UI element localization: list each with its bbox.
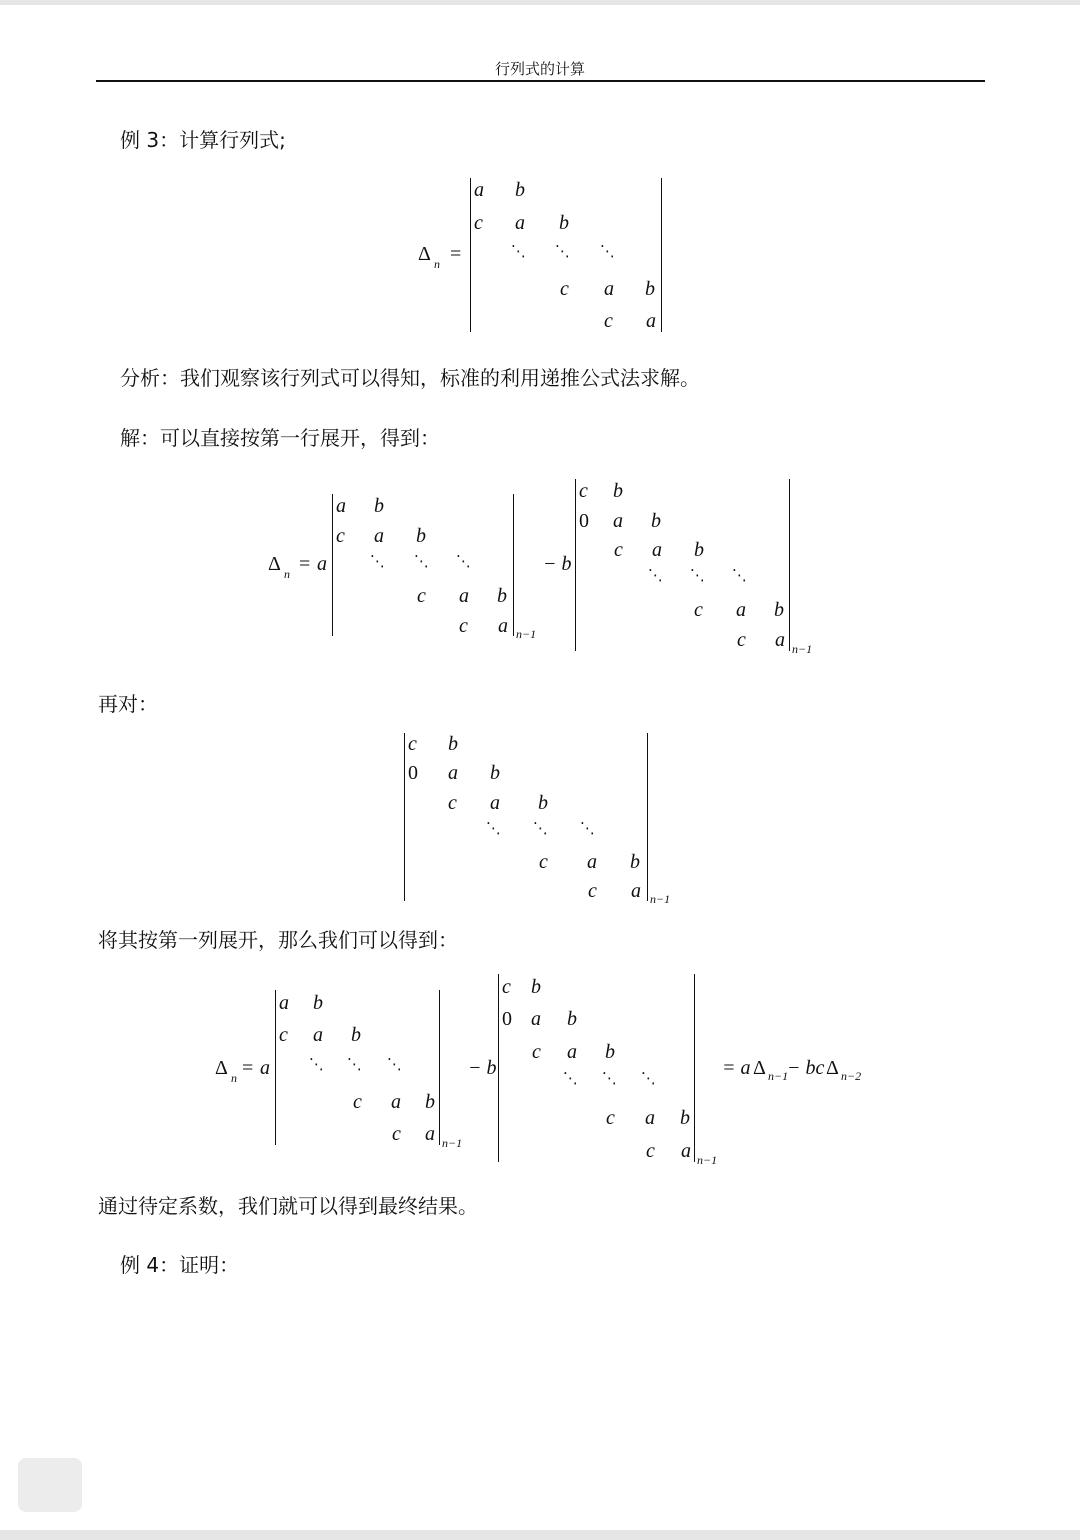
rhs-minus-bc: − bc [787,1057,825,1079]
ddots: ⋱ [533,819,548,837]
entry: a [646,310,656,332]
top-band [0,0,1080,5]
entry: a [736,599,746,621]
entry: b [515,179,525,201]
example4-heading: 例 4：证明： [120,1253,240,1277]
ddots: ⋱ [690,566,705,584]
ddots: ⋱ [641,1069,656,1087]
entry: a [775,629,785,651]
order-subscript: n−1 [516,627,537,641]
entry: b [567,1008,577,1030]
entry: a [313,1024,323,1046]
coefficient-a: a [317,553,327,575]
bottom-band [0,1530,1080,1540]
rhs-subscript-1: n−1 [768,1069,789,1083]
entry: b [490,762,500,784]
rhs-delta-2: Δ [826,1057,839,1079]
entry: c [279,1024,288,1046]
minus-b: − b [468,1057,497,1079]
delta-symbol: Δ [215,1057,228,1079]
ddots: ⋱ [387,1055,402,1073]
delta-symbol: Δ [268,553,281,575]
ddots: ⋱ [486,819,501,837]
entry: c [560,278,569,300]
entry: a [531,1008,541,1030]
ddots: ⋱ [309,1055,324,1073]
order-subscript: n−1 [650,892,671,906]
ddots: ⋱ [414,552,429,570]
entry: b [313,992,323,1014]
corner-placeholder [18,1458,82,1512]
entry: b [630,851,640,873]
ddots: ⋱ [600,242,615,260]
entry: c [448,792,457,814]
entry: b [416,525,426,547]
entry: c [614,539,623,561]
det-right-bar [789,479,790,651]
entry: c [737,629,746,651]
minus-b: − b [543,553,572,575]
entry: b [559,212,569,234]
entry: b [645,278,655,300]
det-right-bar [513,494,514,636]
order-subscript: n−1 [442,1136,463,1150]
entry: b [694,539,704,561]
det-right-bar [439,990,440,1145]
det-left-bar [575,479,576,651]
order-subscript: n−1 [697,1153,718,1167]
entry: c [459,615,468,637]
entry: a [515,212,525,234]
rhs-a: = a [722,1057,751,1079]
entry: a [391,1091,401,1113]
entry: a [613,510,623,532]
coefficient-a: a [260,1057,270,1079]
det-left-bar [275,990,276,1145]
entry: c [579,480,588,502]
ddots: ⋱ [511,242,526,260]
entry: 0 [579,510,589,532]
entry: a [279,992,289,1014]
entry: b [531,976,541,998]
ddots: ⋱ [580,819,595,837]
entry: c [408,733,417,755]
entry: c [392,1123,401,1145]
entry: a [474,179,484,201]
entry: c [417,585,426,607]
conclusion-paragraph: 通过待定系数，我们就可以得到最终结果。 [98,1194,478,1218]
entry: c [539,851,548,873]
entry: a [652,539,662,561]
equals-sign: = [450,243,462,265]
entry: c [353,1091,362,1113]
entry: c [604,310,613,332]
entry: a [567,1041,577,1063]
header-rule [96,80,985,82]
entry: c [532,1041,541,1063]
entry: c [694,599,703,621]
entry: b [613,480,623,502]
equals-sign: = [242,1057,254,1079]
delta-subscript: n [434,257,440,271]
entry: a [374,525,384,547]
det-left-bar [332,494,333,636]
rhs-delta-1: Δ [753,1057,766,1079]
entry: c [336,525,345,547]
ddots: ⋱ [563,1069,578,1087]
entry: 0 [502,1008,512,1030]
entry: c [588,880,597,902]
entry: b [497,585,507,607]
expand-column-paragraph: 将其按第一列展开，那么我们可以得到： [98,928,458,952]
entry: a [645,1107,655,1129]
entry: b [774,599,784,621]
ddots: ⋱ [347,1055,362,1073]
det-right-bar [661,178,662,332]
ddots: ⋱ [602,1069,617,1087]
delta-subscript: n [231,1071,237,1085]
entry: b [651,510,661,532]
entry: a [448,762,458,784]
entry: b [448,733,458,755]
delta-symbol: Δ [418,243,431,265]
entry: a [336,495,346,517]
entry: b [680,1107,690,1129]
example3-heading: 例 3：计算行列式; [120,128,286,152]
entry: c [474,212,483,234]
ddots: ⋱ [732,566,747,584]
ddots: ⋱ [370,552,385,570]
entry: b [425,1091,435,1113]
entry: c [502,976,511,998]
delta-subscript: n [284,567,290,581]
again-paragraph: 再对： [98,692,158,716]
det-left-bar [404,733,405,901]
entry: c [606,1107,615,1129]
ddots: ⋱ [456,552,471,570]
entry: b [605,1041,615,1063]
ddots: ⋱ [648,566,663,584]
order-subscript: n−1 [792,642,813,656]
entry: b [374,495,384,517]
solution-paragraph: 解：可以直接按第一行展开，得到： [120,426,440,450]
entry: c [646,1140,655,1162]
page-header-title: 行列式的计算 [494,60,585,78]
equals-sign: = [299,553,311,575]
entry: b [538,792,548,814]
det-left-bar [498,974,499,1162]
entry: a [631,880,641,902]
entry: a [490,792,500,814]
det-left-bar [470,178,471,332]
entry: a [498,615,508,637]
det-right-bar [647,733,648,901]
ddots: ⋱ [555,242,570,260]
entry: a [604,278,614,300]
entry: a [459,585,469,607]
rhs-subscript-2: n−2 [841,1069,862,1083]
det-right-bar [694,974,695,1162]
analysis-paragraph: 分析：我们观察该行列式可以得知，标准的利用递推公式法求解。 [120,366,700,390]
entry: b [351,1024,361,1046]
entry: a [587,851,597,873]
entry: 0 [408,762,418,784]
entry: a [681,1140,691,1162]
entry: a [425,1123,435,1145]
